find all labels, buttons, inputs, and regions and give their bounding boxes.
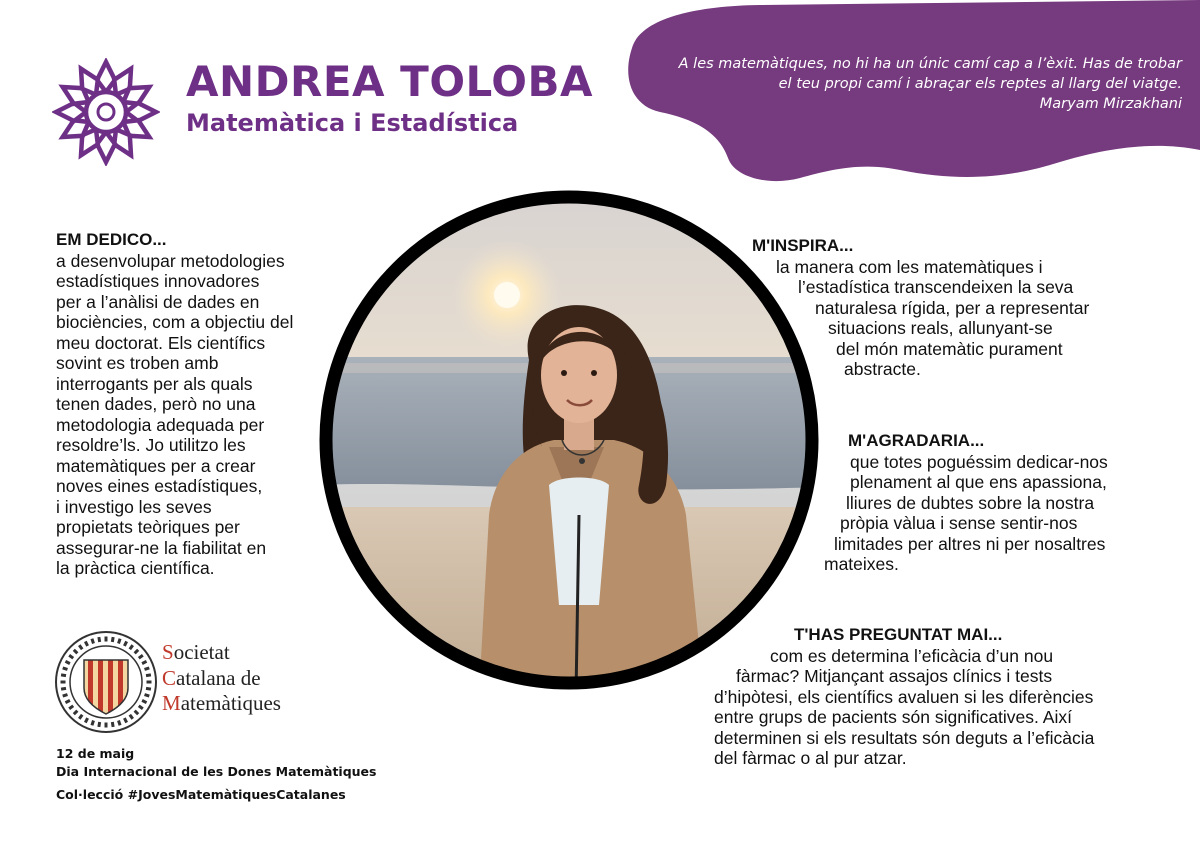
- text-line: matemàtiques per a crear: [56, 455, 256, 476]
- text-line: abstracte.: [844, 359, 921, 379]
- text-line: tenen dades, però no una: [56, 394, 256, 414]
- society-initial: C: [162, 665, 177, 690]
- section-title: M'AGRADARIA...: [848, 431, 985, 450]
- text-line: limitades per altres ni per nosaltres: [834, 533, 1106, 554]
- society-word: ocietat: [173, 640, 230, 664]
- text-line: l’estadística transcendeixen la seva: [798, 277, 1074, 297]
- text-line: d’hipòtesi, els científics avaluen si les diferències: [714, 686, 1094, 707]
- text-line: situacions reals, allunyant-se: [828, 318, 1053, 338]
- quote-line: el teu propi camí i abraçar els reptes al llarg del viatge.: [778, 76, 1182, 92]
- text-line: metodologia adequada per: [56, 414, 265, 435]
- quote-block: [602, 54, 1182, 114]
- text-line: i investigo les seves: [56, 496, 212, 517]
- text-line: mateixes.: [824, 554, 899, 574]
- section-title: EM DEDICO...: [56, 230, 167, 249]
- text-line: meu doctorat. Els científics: [56, 332, 266, 353]
- text-line: la manera com les matemàtiques i: [776, 256, 1043, 277]
- text-line: lliures de dubtes sobre la nostra: [846, 492, 1095, 513]
- portrait-photo: [314, 185, 824, 695]
- society-initial: S: [162, 640, 174, 664]
- text-line: per a l’anàlisi de dades en: [56, 291, 260, 312]
- footer-event: Dia Internacional de les Dones Matemàtiques: [56, 764, 377, 779]
- section-em-dedico: [56, 230, 293, 579]
- section-thas-preguntat-mai: [714, 625, 1174, 769]
- section-magradaria: [824, 431, 1119, 575]
- society-word: atemàtiques: [180, 691, 281, 715]
- text-line: com es determina l’eficàcia d’un nou: [770, 645, 1054, 666]
- text-line: resoldre’ls. Jo utilitzo les: [56, 435, 246, 455]
- text-line: interrogants per als quals: [56, 373, 253, 394]
- society-name: [162, 640, 281, 717]
- text-line: propietats teòriques per: [56, 517, 240, 537]
- person-name: ANDREA TOLOBA: [186, 57, 594, 106]
- society-word: atalana de: [176, 665, 261, 690]
- text-line: biociències, com a objectiu del: [56, 312, 294, 332]
- text-line: del món matemàtic purament: [836, 338, 1063, 359]
- text-line: pròpia vàlua i sense sentir-nos: [840, 513, 1078, 533]
- text-line: que totes poguéssim dedicar-nos: [850, 451, 1108, 472]
- text-line: determinen si els resultats són deguts a l’eficàcia: [714, 727, 1095, 748]
- section-title: M'INSPIRA...: [752, 236, 854, 255]
- society-seal-logo-icon: [54, 630, 158, 734]
- footer-collection: Col·lecció #JovesMatemàtiquesCatalanes: [56, 787, 346, 802]
- quote-author: Maryam Mirzakhani: [1039, 96, 1182, 112]
- section-minspira: [752, 236, 1090, 380]
- text-line: entre grups de pacients són significatives. Així: [714, 707, 1072, 727]
- flower-logo-icon: [52, 58, 160, 166]
- text-line: la pràctica científica.: [56, 558, 215, 578]
- society-initial: M: [162, 691, 181, 715]
- text-line: estadístiques innovadores: [56, 271, 260, 291]
- text-line: del fàrmac o al pur atzar.: [714, 748, 907, 768]
- text-line: sovint es troben amb: [56, 353, 219, 373]
- footer-date: 12 de maig: [56, 746, 135, 761]
- quote-line: A les matemàtiques, no hi ha un únic camí cap a l’èxit. Has de trobar: [678, 56, 1182, 72]
- text-line: naturalesa rígida, per a representar: [815, 297, 1090, 318]
- text-line: assegurar-ne la fiabilitat en: [56, 537, 267, 558]
- text-line: noves eines estadístiques,: [56, 476, 263, 496]
- person-discipline: Matemàtica i Estadística: [186, 109, 519, 137]
- text-line: a desenvolupar metodologies: [56, 250, 285, 271]
- footer: [56, 745, 376, 804]
- section-title: T'HAS PREGUNTAT MAI...: [794, 625, 1003, 644]
- text-line: plenament al que ens apassiona,: [850, 472, 1107, 492]
- text-line: fàrmac? Mitjançant assajos clínics i tests: [736, 666, 1053, 686]
